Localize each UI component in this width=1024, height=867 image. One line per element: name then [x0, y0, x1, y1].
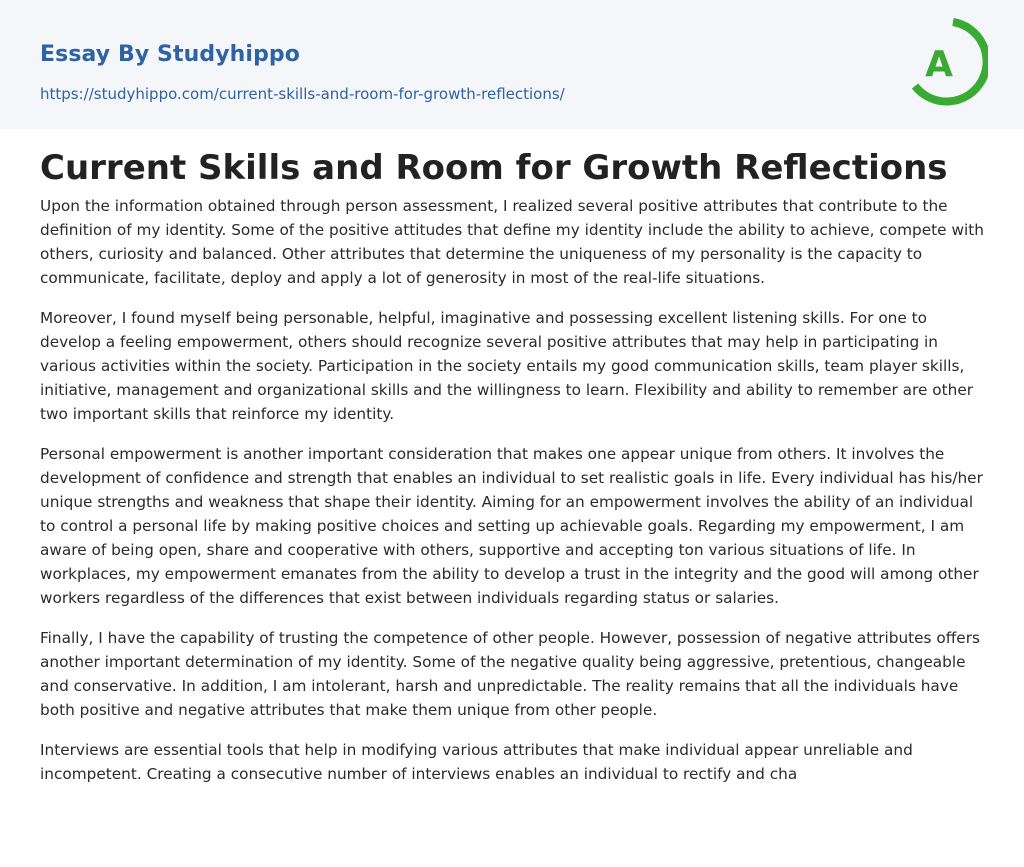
essay-title: Current Skills and Room for Growth Reflections	[40, 148, 948, 188]
brand-title[interactable]: Essay By Studyhippo	[40, 42, 300, 67]
essay-paragraph-3: Personal empowerment is another important consideration that makes one appear unique from others. It involves the development of confidence and strength that enables an individual to set realistic goals in life. Every individual has his/her unique strengths and weakness that shape their identity. Aiming for an empowerment involves the ability of an individual to control a personal life by making positive choices and setting up achievable goals. Regarding my empowerment, I am aware of being open, share and cooperative with others, supportive and accepting ton various situations of life. In workplaces, my empowerment emanates from the ability to develop a trust in the integrity and the good will among other workers regardless of the differences that exist between individuals regarding status or salaries.	[40, 445, 983, 607]
studyhippo-logo-icon[interactable]	[910, 18, 988, 106]
essay-paragraph-2: Moreover, I found myself being personable, helpful, imaginative and possessing excellent listening skills. For one to develop a feeling empowerment, others should recognize several positive attributes that may help in participating in various activities within the society. Participation in the society entails my good communication skills, team player skills, initiative, management and organizational skills and the willingness to learn. Flexibility and ability to remember are other two important skills that reinforce my identity.	[40, 309, 974, 423]
site-header	[0, 0, 1024, 129]
essay-paragraph-1: Upon the information obtained through person assessment, I realized several positive attributes that contribute to the definition of my identity. Some of the positive attitudes that define my identity include the ability to achieve, compete with others, curiosity and balanced. Other attributes that determine the uniqueness of my personality is the capacity to communicate, facilitate, deploy and apply a lot of generosity in most of the real-life situations.	[40, 197, 984, 287]
logo-letter: A	[925, 44, 953, 85]
essay-paragraph-4: Finally, I have the capability of trusting the competence of other people. However, possession of negative attributes offers another important determination of my identity. Some of the negative quality being aggressive, pretentious, changeable and conservative. In addition, I am intolerant, harsh and unpredictable. The reality remains that all the individuals have both positive and negative attributes that make them unique from other people.	[40, 629, 980, 719]
page-url-link[interactable]: https://studyhippo.com/current-skills-and-room-for-growth-reflections/	[40, 85, 565, 103]
essay-paragraph-5: Interviews are essential tools that help in modifying various attributes that make individual appear unreliable and incompetent. Creating a consecutive number of interviews enables an individual to rectify and cha	[40, 741, 913, 783]
essay-body	[40, 194, 988, 867]
